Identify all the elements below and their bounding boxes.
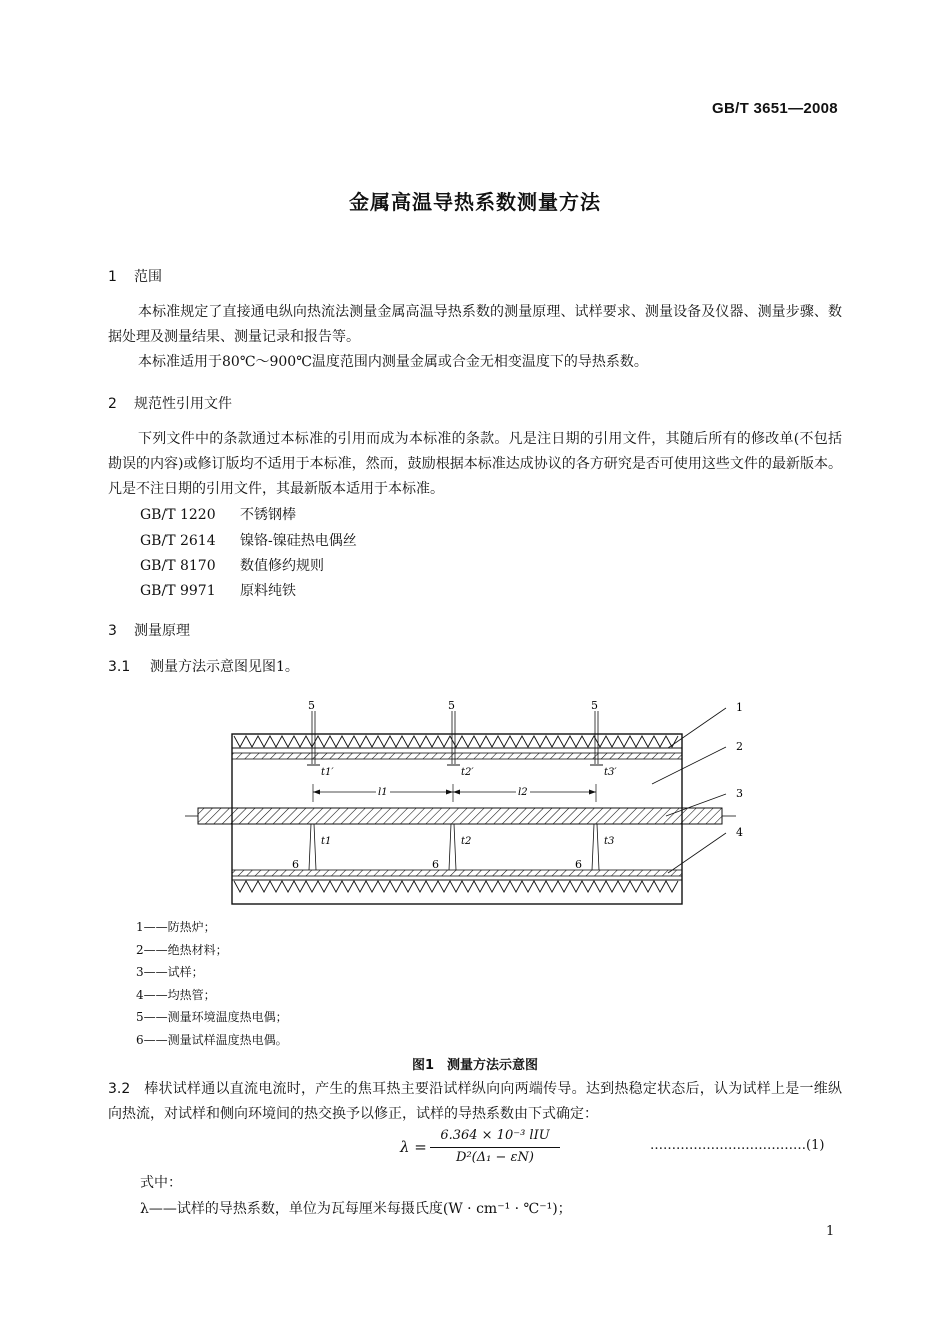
section-1-heading	[108, 266, 162, 286]
thermocouple-specimen-2	[449, 824, 456, 870]
label-t3: t3	[604, 836, 615, 847]
label-2: 2	[736, 740, 743, 753]
section-number: 1	[108, 269, 117, 285]
reference-name: 不锈钢棒	[240, 507, 296, 523]
formula-numerator: 6.364 × 10⁻³ lIU	[440, 1128, 550, 1143]
page-number: 1	[826, 1224, 835, 1239]
section-1-paragraph-1: 本标准规定了直接通电纵向热流法测量金属高温导热系数的测量原理、试样要求、测量设备及仪器、测量步骤、数据处理及测量结果、测量记录和报告等。	[108, 304, 842, 345]
label-6-a: 6	[292, 858, 299, 871]
section-number: 2	[108, 396, 117, 412]
standard-code: GB/T 3651—2008	[712, 100, 838, 117]
label-t2: t2	[461, 836, 472, 847]
figure-caption: 图1 测量方法示意图	[411, 1058, 539, 1073]
fraction-bar	[430, 1147, 560, 1148]
reference-code: GB/T 9971	[140, 583, 216, 599]
reference-code: GB/T 2614	[140, 533, 216, 549]
section-number: 3	[108, 623, 117, 639]
lambda-definition: λ——试样的导热系数，单位为瓦每厘米每摄氏度(W · cm⁻¹ · ℃⁻¹)；	[140, 1201, 572, 1217]
formula-lhs: λ =	[400, 1138, 427, 1156]
clause-3-1	[108, 656, 299, 676]
formula-denominator: D²(Δ₁ − εN)	[456, 1150, 534, 1165]
section-title: 范围	[134, 269, 162, 285]
label-6-b: 6	[432, 858, 439, 871]
section-3-heading	[108, 620, 190, 640]
label-l1: l1	[378, 787, 388, 798]
reference-item	[140, 555, 324, 575]
equation-number: ………………………………(1)	[650, 1138, 825, 1153]
clause-number: 3.2	[108, 1081, 131, 1097]
label-5-c: 5	[591, 699, 598, 712]
where-label: 式中：	[140, 1175, 182, 1191]
section-2-paragraph: 下列文件中的条款通过本标准的引用而成为本标准的条款。凡是注日期的引用文件，其随后所有的修改单(不包括勘误的内容)或修订版均不适用于本标准，然而，鼓励根据本标准达成协议的各方研究是否可使用这些文件的最新版本。凡是不注日期的引用文件，其最新版本适用于本标准。	[108, 431, 842, 497]
reference-name: 原料纯铁	[240, 583, 296, 599]
legend-item: 2——绝热材料；	[136, 943, 228, 957]
clause-text: 棒状试样通以直流电流时，产生的焦耳热主要沿试样纵向向两端传导。达到热稳定状态后，认为试样上是一维纵向热流，对试样和侧向环境间的热交换予以修正，试样的导热系数由下式确定：	[108, 1081, 842, 1122]
clause-number: 3.1	[108, 659, 131, 675]
specimen-rod	[198, 808, 722, 824]
legend-item: 6——测量试样温度热电偶。	[136, 1033, 288, 1047]
section-1-paragraph-2: 本标准适用于80℃～900℃温度范围内测量金属或合金无相变温度下的导热系数。	[138, 354, 648, 370]
section-2-heading	[108, 393, 232, 413]
reference-item	[140, 504, 296, 524]
legend-item: 3——试样；	[136, 965, 204, 979]
label-6-c: 6	[575, 858, 582, 871]
label-5-b: 5	[448, 699, 455, 712]
label-t1: t1	[321, 836, 332, 847]
clause-3-2	[108, 1077, 842, 1127]
leader-2	[652, 747, 726, 784]
leader-4	[668, 833, 726, 873]
label-t1-prime: t1′	[321, 767, 334, 778]
section-title: 规范性引用文件	[134, 396, 232, 412]
document-title: 金属高温导热系数测量方法	[349, 190, 601, 214]
reference-code: GB/T 8170	[140, 558, 216, 574]
soaking-tube-bottom	[232, 870, 682, 876]
label-t3-prime: t3′	[604, 767, 617, 778]
legend-item: 5——测量环境温度热电偶；	[136, 1010, 288, 1024]
legend-item: 4——均热管；	[136, 988, 216, 1002]
label-3: 3	[736, 787, 743, 800]
label-t2-prime: t2′	[461, 767, 474, 778]
heater-coil-top	[234, 736, 678, 747]
reference-name: 数值修约规则	[240, 558, 324, 574]
measurement-diagram	[180, 696, 780, 911]
section-title: 测量原理	[134, 623, 190, 639]
leader-1	[668, 708, 726, 748]
soaking-tube-top	[232, 753, 682, 759]
legend-item: 1——防热炉；	[136, 920, 216, 934]
reference-item	[140, 530, 357, 550]
reference-code: GB/T 1220	[140, 507, 216, 523]
thermocouple-specimen-1	[309, 824, 316, 870]
label-1: 1	[736, 701, 743, 714]
reference-name: 镍铬-镍硅热电偶丝	[240, 533, 357, 549]
thermocouple-specimen-3	[592, 824, 599, 870]
reference-item	[140, 580, 296, 600]
label-5-a: 5	[308, 699, 315, 712]
label-l2: l2	[518, 787, 528, 798]
clause-text: 测量方法示意图见图1。	[150, 659, 299, 675]
label-4: 4	[736, 826, 743, 839]
heater-coil-bottom	[234, 881, 678, 892]
